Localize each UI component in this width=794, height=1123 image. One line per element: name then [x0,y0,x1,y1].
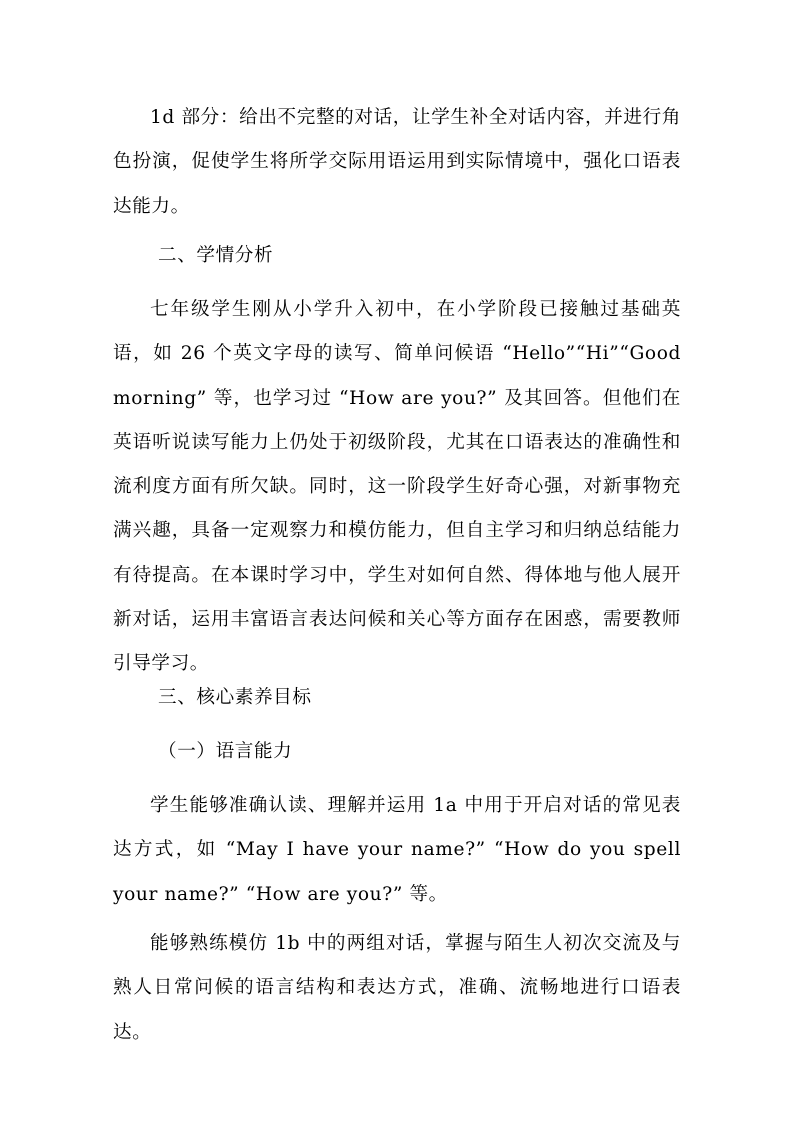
section-heading-core-goals [113,676,681,720]
paragraph-text: 七年级学生刚从小学升入初中，在小学阶段已接触过基础英语，如 26 个英文字母的读写、简单问候语 “Hello”“Hi”“Good morning” 等，也学习过 “How are you?” 及其回答。但他们在英语听说读写能力上仍处于初级阶段，尤其在口语表达的准确性和流利度方面有所欠缺。同时，这一阶段学生好奇心强，对新事物充满兴趣，具备一定观察力和模仿能力，但自主学习和归纳总结能力有待提高。在本课时学习中，学生对如何自然、得体地与他人展开新对话，运用丰富语言表达问候和关心等方面存在困惑，需要教师引导学习。 [113,299,681,675]
paragraph-text: 学生能够准确认读、理解并运用 1a 中用于开启对话的常见表达方式，如 “May I have your name?” “How do you spell your name?” “How are you?” 等。 [113,795,681,905]
paragraph-1d-section [113,96,681,229]
paragraph-language-ability-2 [113,922,681,1055]
section-heading-learner-analysis [113,234,681,278]
section-heading: 二、学情分析 [158,245,274,266]
paragraph-learner-analysis [113,288,681,687]
paragraph-text: 1d 部分：给出不完整的对话，让学生补全对话内容，并进行角色扮演，促使学生将所学交际用语运用到实际情境中，强化口语表达能力。 [113,107,681,217]
section-heading: 三、核心素养目标 [158,687,312,708]
paragraph-language-ability-1 [113,784,681,917]
subsection-heading: （一）语言能力 [158,741,293,762]
paragraph-text: 能够熟练模仿 1b 中的两组对话，掌握与陌生人初次交流及与熟人日常问候的语言结构和表达方式，准确、流畅地进行口语表达。 [113,933,681,1043]
subheading-language-ability [113,730,681,774]
